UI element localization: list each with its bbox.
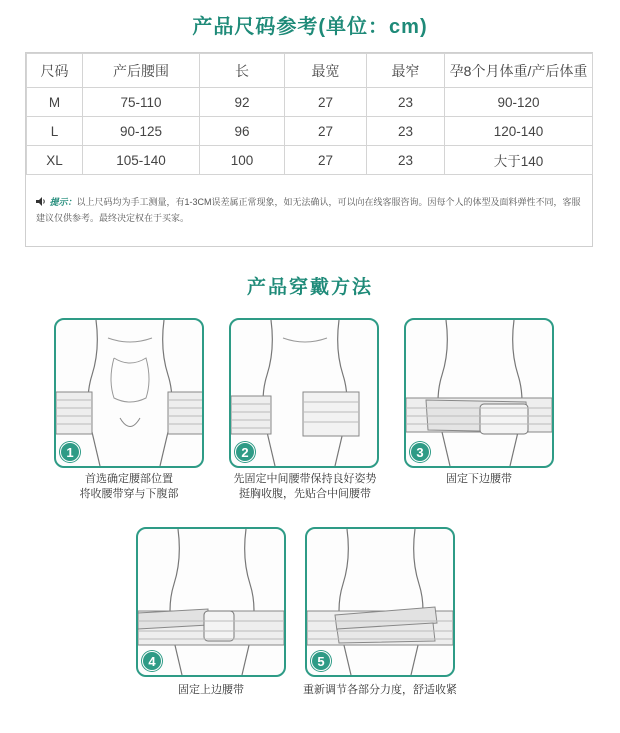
caption-line: 固定下边腰带 <box>446 473 512 485</box>
torso-belt-drawing <box>138 529 284 675</box>
table-cell: 27 <box>285 146 367 175</box>
table-cell: 大于140 <box>445 146 593 175</box>
table-cell: 23 <box>367 88 445 117</box>
header-cell: 最窄 <box>367 54 445 88</box>
step-number-badge: 1 <box>60 442 80 462</box>
table-cell: 105-140 <box>83 146 200 175</box>
table-cell: XL <box>27 146 83 175</box>
tip-text: 以上尺码均为手工测量，有1-3CM误差属正常现象，如无法确认，可以向在线客服咨询。因每个人的体型及面料弹性不同，客服建议仅供参考。最终决定权在于买家。 <box>36 197 581 223</box>
step-1-illustration <box>54 318 204 468</box>
table-row <box>27 146 593 175</box>
step-4-illustration <box>136 527 286 677</box>
step-5-illustration <box>305 527 455 677</box>
step-3-caption <box>404 472 554 487</box>
header-cell: 尺码 <box>27 54 83 88</box>
table-cell: 90-120 <box>445 88 593 117</box>
size-table <box>26 53 593 175</box>
caption-line: 先固定中间腰带保持良好姿势 <box>233 473 377 485</box>
header-cell: 长 <box>200 54 285 88</box>
speaker-icon <box>36 197 47 206</box>
caption-line: 首选确定腰部位置 <box>85 473 173 485</box>
caption-line: 将收腰带穿与下腹部 <box>79 488 179 500</box>
step-number-badge: 4 <box>142 651 162 671</box>
torso-belt-drawing <box>406 320 552 466</box>
table-cell: M <box>27 88 83 117</box>
caption-line: 固定上边腰带 <box>178 684 244 696</box>
table-cell: L <box>27 117 83 146</box>
caption-line: 挺胸收腹，先贴合中间腰带 <box>239 488 371 500</box>
step-number-badge: 2 <box>235 442 255 462</box>
header-cell: 孕8个月体重/产后体重 <box>445 54 593 88</box>
size-chart-title: 产品尺码参考(单位：cm) <box>192 16 428 38</box>
table-cell: 96 <box>200 117 285 146</box>
torso-belt-drawing <box>307 529 453 675</box>
table-row <box>27 117 593 146</box>
header-cell: 产后腰围 <box>83 54 200 88</box>
table-cell: 27 <box>285 88 367 117</box>
wearing-title: 产品穿戴方法 <box>246 277 373 298</box>
table-cell: 27 <box>285 117 367 146</box>
table-row <box>27 88 593 117</box>
table-cell: 100 <box>200 146 285 175</box>
caption-line: 重新调节各部分力度，舒适收紧 <box>303 684 457 696</box>
step-5-caption <box>282 683 478 698</box>
table-cell: 23 <box>367 146 445 175</box>
step-2-illustration <box>229 318 379 468</box>
step-number-badge: 3 <box>410 442 430 462</box>
tip-label: 提示： <box>49 197 77 207</box>
torso-belt-drawing <box>231 320 377 466</box>
size-tip <box>36 194 588 226</box>
step-1-caption <box>54 472 204 502</box>
table-cell: 120-140 <box>445 117 593 146</box>
torso-belt-drawing <box>56 320 202 466</box>
step-3-illustration <box>404 318 554 468</box>
table-cell: 75-110 <box>83 88 200 117</box>
table-cell: 90-125 <box>83 117 200 146</box>
table-cell: 92 <box>200 88 285 117</box>
step-4-caption <box>136 683 286 698</box>
step-number-badge: 5 <box>311 651 331 671</box>
step-2-caption <box>212 472 398 502</box>
header-cell: 最宽 <box>285 54 367 88</box>
table-header-row <box>27 54 593 88</box>
table-cell: 23 <box>367 117 445 146</box>
